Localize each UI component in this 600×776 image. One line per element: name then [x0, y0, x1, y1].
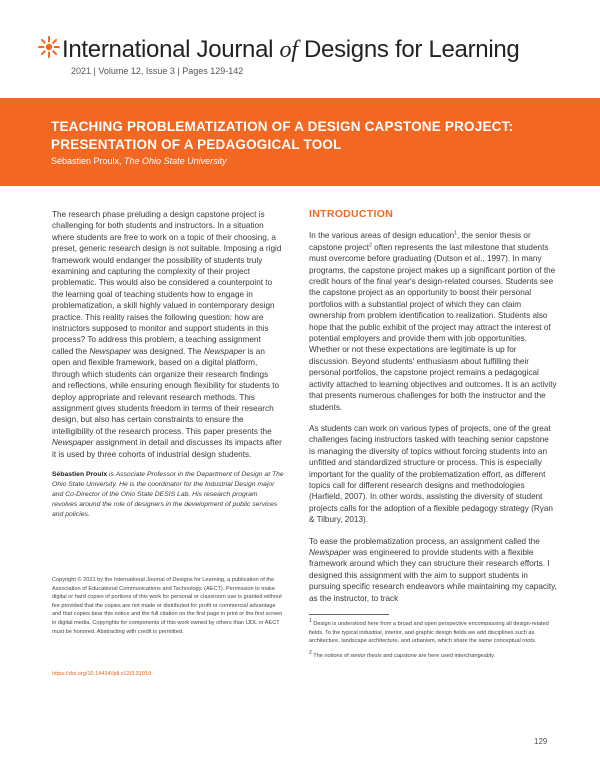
issue-info: 2021 | Volume 12, Issue 3 | Pages 129-142: [71, 66, 244, 76]
footnote-2: $^2$ The notions of senior thesis and capstone are here used interchangeably.: [309, 649, 496, 659]
footnote-ref-2[interactable]: 2: [369, 242, 372, 249]
intro-paragraph-1: In the various areas of design education$^1$, the senior thesis or capstone project$^2$ often represents the last milestone that students must overcome before graduating (Dutson et al., 1997). In many programs, the capstone project makes up a significant portion of the credit hours of the final year's design-related courses. Students see the capstone project as an opportunity to boost their personal portfolios with a substantial project of which they can claim ownership from problem identification to realization. Students also hope that the public exhibit of the project may attract the interest of potential employers and provide them with job opportunities. Whether or not these expectations are legitimate is up for discussion. Beyond students' enthusiasm about fulfilling their personal portfolios, the capstone project remains a pedagogical activity attached to learning objectives and outcomes. It is an activity that presents numerous challenges for both the instructor and the students.: [309, 230, 557, 412]
footnote-divider: [309, 614, 389, 615]
footnote-1: $^1$ Design is understood here from a broad and open perspective encompassing all design-related fields. To the typical industrial, interior, and graphic design fields we add disciplines such as architecture, landscape architecture, and urbanism, which share the same conceptual roots.: [309, 618, 549, 645]
footnote-ref-1[interactable]: 1: [454, 230, 457, 237]
left-column: [52, 209, 284, 520]
intro-paragraph-3: To ease the problematization process, an assignment called the Newspaper was engineered to provide students with a flexible framework around which they can structure their research efforts. I designed this assignment with the aim to support students in pursuing specific research endeavors while maintaining my capacity, as the instructor, to track: [309, 536, 557, 603]
abstract: The research phase preluding a design capstone project is challenging for both students and instructors. In a situation where students are free to work on a topic of their choosing, a preset, generic research design is not suitable. Imposing a rigid framework would endanger the possibility of students truly examining and capturing the complexity of their project problematic. This would also be considered a counterpoint to the learning goal of teaching students how to engage in problematization, a skill highly valued in contemporary design practice. This reality raises the following question: how are instructors supposed to monitor and support students in this process? To address this problem, a teaching assignment called the Newspaper was designed. The Newspaper is an open and flexible framework, based on a digital platform, through which students can organize their research findings and reflections, while ensuring enough flexibility for students to deploy appropriate and relevant research methods. This assignment gives students freedom in terms of their research design, but also has certain constraints to ensure the intelligibility of the research process. This paper presents the Newspaper assignment in detail and discusses its impacts after it is used by three cohorts of industrial design students.: [52, 210, 282, 459]
section-heading-introduction: INTRODUCTION: [309, 208, 394, 220]
page-number: 129: [534, 737, 548, 746]
title-banner: [0, 98, 600, 186]
starburst-icon: [38, 36, 60, 58]
article-author: Sébastien Proulx, The Ohio State University: [51, 156, 227, 166]
right-column: [309, 209, 557, 604]
footnotes: [309, 620, 557, 666]
article-title: TEACHING PROBLEMATIZATION OF A DESIGN CAPSTONE PROJECT: PRESENTATION OF A PEDAGOGICAL TOOL: [51, 119, 514, 152]
author-bio: Sébastien Proulx is Associate Professor in the Department of Design at The Ohio State University. He is the coordinator for the Industrial Design major and Co-Director of the Ohio State DESIS Lab. His research program revolves around the role of designers in the development of public services and policies.: [52, 470, 284, 518]
doi-link[interactable]: https://doi.org/10.14434/ijdl.v12i3.31019: [52, 671, 152, 677]
copyright-notice: Copyright © 2021 by the International Journal of Designs for Learning, a publication of the Association of Educational Communications and Technology. (AECT). Permission to make digital or hard copies of portions of this work for personal or classroom use is granted without fee provided that the copies are not made or distributed for profit or commercial advantage and that copies bear this notice and the full citation on the first page in print or the first screen in digital media. Copyrights for components of this work owned by others than IJDL or AECT must be honored. Abstracting with credit is permitted.: [52, 577, 283, 635]
journal-title: International Journal of Designs for Learning: [62, 36, 520, 63]
intro-paragraph-2: As students can work on various types of projects, one of the great challenges facing instructors tasked with teaching senior capstone is managing the diversity of topics without forcing students into an unfitted and standardized structure or process. This is especially important for the quality of the problematization effort, as different topics call for different research designs and methodologies (Harfield, 2007). In other words, assisting the diversity of student projects calls for the adoption of a flexible pedagogy strategy (Ryan & Tilbury, 2013).: [309, 423, 553, 525]
